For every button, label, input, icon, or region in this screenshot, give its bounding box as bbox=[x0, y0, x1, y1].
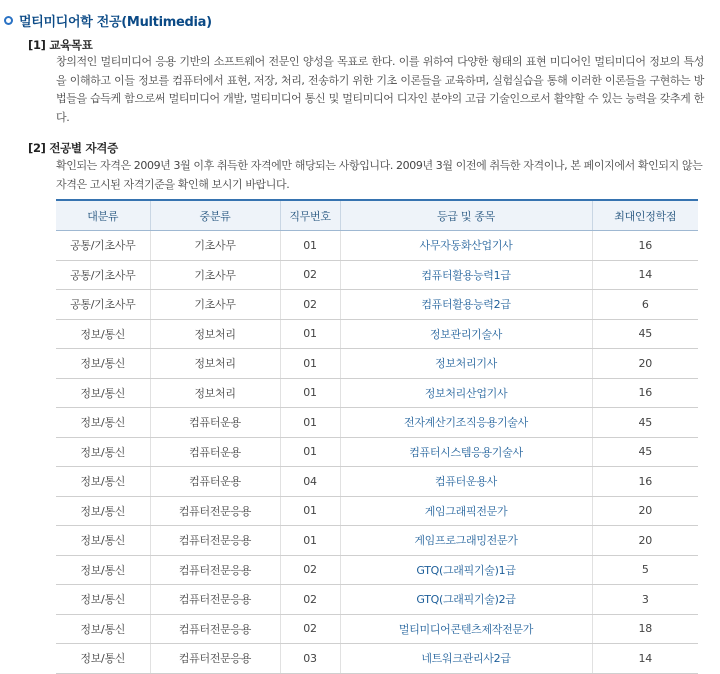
table-row bbox=[56, 408, 698, 438]
cell-job-code: 02 bbox=[280, 260, 340, 290]
cell-max-credits: 5 bbox=[592, 555, 698, 585]
circle-bullet-icon bbox=[4, 16, 13, 25]
cell-max-credits: 45 bbox=[592, 408, 698, 438]
cell-certificate bbox=[340, 319, 592, 349]
certificate-link[interactable]: 정보처리기사 bbox=[435, 357, 497, 371]
cell-job-code: 01 bbox=[280, 437, 340, 467]
cell-major-category: 정보/통신 bbox=[56, 437, 150, 467]
certificate-link[interactable]: 정보처리산업기사 bbox=[424, 386, 508, 400]
cell-certificate bbox=[340, 644, 592, 674]
table-row bbox=[56, 319, 698, 349]
cell-max-credits: 20 bbox=[592, 526, 698, 556]
cell-certificate bbox=[340, 437, 592, 467]
cell-max-credits: 18 bbox=[592, 614, 698, 644]
major-title bbox=[4, 10, 212, 30]
cell-major-category: 공통/기초사무 bbox=[56, 260, 150, 290]
table-row bbox=[56, 231, 698, 261]
cell-certificate bbox=[340, 378, 592, 408]
cell-certificate bbox=[340, 260, 592, 290]
cell-job-code: 02 bbox=[280, 555, 340, 585]
cell-certificate bbox=[340, 290, 592, 320]
table-row bbox=[56, 467, 698, 497]
cell-minor-category: 기초사무 bbox=[150, 290, 280, 320]
cell-minor-category: 컴퓨터전문응용 bbox=[150, 526, 280, 556]
header-job-code: 직무번호 bbox=[280, 200, 340, 231]
header-major-category: 대분류 bbox=[56, 200, 150, 231]
cell-major-category: 정보/통신 bbox=[56, 349, 150, 379]
cell-max-credits: 45 bbox=[592, 437, 698, 467]
cell-job-code: 04 bbox=[280, 467, 340, 497]
cell-max-credits: 20 bbox=[592, 496, 698, 526]
cell-job-code: 01 bbox=[280, 496, 340, 526]
cell-major-category: 정보/통신 bbox=[56, 555, 150, 585]
table-row bbox=[56, 614, 698, 644]
cell-certificate bbox=[340, 555, 592, 585]
cell-major-category: 공통/기초사무 bbox=[56, 231, 150, 261]
cell-major-category: 정보/통신 bbox=[56, 467, 150, 497]
table-row bbox=[56, 585, 698, 615]
header-grade-item: 등급 및 종목 bbox=[340, 200, 592, 231]
cell-job-code: 01 bbox=[280, 408, 340, 438]
cell-major-category: 정보/통신 bbox=[56, 585, 150, 615]
cell-job-code: 01 bbox=[280, 378, 340, 408]
table-row bbox=[56, 526, 698, 556]
cell-job-code: 02 bbox=[280, 614, 340, 644]
goals-text: 창의적인 멀티미디어 응용 기반의 소프트웨어 전문인 양성을 목표로 한다. 이를 위하여 다양한 형태의 표현 미디어인 멀티미디어 정보의 특성을 이해하고 이들 정보를 컴퓨터에서 표현, 저장, 처리, 전송하기 위한 기초 이론들을 교육하며, 실험실습을 통해 이러한 이론들을 구현하는 방법들을 습득케 함으로써 멀티미디어 개발, 멀티미디어 통신 및 멀티미디어 디자인 분야의 고급 기술인으로서 활약할 수 있는 능력을 갖추게 한다. bbox=[56, 55, 704, 124]
cell-max-credits: 16 bbox=[592, 231, 698, 261]
table-row bbox=[56, 555, 698, 585]
cell-minor-category: 기초사무 bbox=[150, 231, 280, 261]
cell-job-code: 01 bbox=[280, 319, 340, 349]
table-row bbox=[56, 644, 698, 674]
cell-max-credits: 14 bbox=[592, 260, 698, 290]
cell-job-code: 01 bbox=[280, 526, 340, 556]
certificate-link[interactable]: 컴퓨터활용능력1급 bbox=[421, 268, 511, 282]
certificate-table-wrapper bbox=[56, 199, 698, 674]
table-row bbox=[56, 260, 698, 290]
major-title-text: 멀티미디어학 전공(Multimedia) bbox=[19, 14, 212, 30]
cell-max-credits: 3 bbox=[592, 585, 698, 615]
cell-job-code: 03 bbox=[280, 644, 340, 674]
certificate-link[interactable]: 컴퓨터시스템응용기술사 bbox=[409, 445, 523, 459]
table-header bbox=[56, 200, 698, 231]
cell-max-credits: 16 bbox=[592, 378, 698, 408]
table-row bbox=[56, 378, 698, 408]
certificate-link[interactable]: 게임프로그래밍전문가 bbox=[414, 534, 518, 548]
cell-major-category: 정보/통신 bbox=[56, 378, 150, 408]
cell-major-category: 공통/기초사무 bbox=[56, 290, 150, 320]
cell-minor-category: 컴퓨터전문응용 bbox=[150, 614, 280, 644]
certificates-notice: 확인되는 자격은 2009년 3월 이후 취득한 자격에만 해당되는 사항입니다. 2009년 3월 이전에 취득한 자격이나, 본 페이지에서 확인되지 않는 자격은 고시된 자격기준을 확인해 보시기 바랍니다. bbox=[56, 159, 703, 191]
table-row bbox=[56, 496, 698, 526]
table-row bbox=[56, 349, 698, 379]
cell-minor-category: 정보처리 bbox=[150, 378, 280, 408]
certificate-link[interactable]: 정보관리기술사 bbox=[429, 327, 503, 341]
cell-minor-category: 컴퓨터전문응용 bbox=[150, 585, 280, 615]
certificate-link[interactable]: GTQ(그래픽기술)1급 bbox=[416, 563, 516, 577]
cell-max-credits: 16 bbox=[592, 467, 698, 497]
certificate-link[interactable]: 사무자동화산업기사 bbox=[419, 239, 513, 253]
cell-major-category: 정보/통신 bbox=[56, 408, 150, 438]
cell-minor-category: 컴퓨터운용 bbox=[150, 408, 280, 438]
cell-minor-category: 컴퓨터전문응용 bbox=[150, 496, 280, 526]
certificate-link[interactable]: 네트워크관리사2급 bbox=[421, 652, 511, 666]
certificate-link[interactable]: 컴퓨터운용사 bbox=[435, 475, 497, 489]
certificate-link[interactable]: 전자계산기조직응용기술사 bbox=[404, 416, 528, 430]
certificate-link[interactable]: GTQ(그래픽기술)2급 bbox=[416, 593, 516, 607]
table-row bbox=[56, 437, 698, 467]
cell-major-category: 정보/통신 bbox=[56, 614, 150, 644]
table-row bbox=[56, 290, 698, 320]
cell-certificate bbox=[340, 614, 592, 644]
cell-major-category: 정보/통신 bbox=[56, 319, 150, 349]
cell-major-category: 정보/통신 bbox=[56, 526, 150, 556]
cell-certificate bbox=[340, 526, 592, 556]
header-max-credits: 최대인정학점 bbox=[592, 200, 698, 231]
cell-job-code: 02 bbox=[280, 290, 340, 320]
cell-max-credits: 20 bbox=[592, 349, 698, 379]
cell-minor-category: 컴퓨터전문응용 bbox=[150, 644, 280, 674]
certificate-link[interactable]: 게임그래픽전문가 bbox=[424, 504, 508, 518]
cell-minor-category: 컴퓨터전문응용 bbox=[150, 555, 280, 585]
section-heading-certificates: [2] 전공별 자격증 bbox=[28, 141, 118, 155]
section-heading-goals: [1] 교육목표 bbox=[28, 38, 93, 52]
cell-certificate bbox=[340, 349, 592, 379]
cell-certificate bbox=[340, 408, 592, 438]
cell-max-credits: 45 bbox=[592, 319, 698, 349]
cell-certificate bbox=[340, 496, 592, 526]
cell-major-category: 정보/통신 bbox=[56, 496, 150, 526]
cell-max-credits: 14 bbox=[592, 644, 698, 674]
certificate-link[interactable]: 멀티미디어콘텐츠제작전문가 bbox=[398, 622, 534, 636]
cell-minor-category: 정보처리 bbox=[150, 319, 280, 349]
cell-minor-category: 컴퓨터운용 bbox=[150, 467, 280, 497]
cell-job-code: 01 bbox=[280, 349, 340, 379]
cell-job-code: 02 bbox=[280, 585, 340, 615]
cell-minor-category: 컴퓨터운용 bbox=[150, 437, 280, 467]
cell-max-credits: 6 bbox=[592, 290, 698, 320]
certificate-link[interactable]: 컴퓨터활용능력2급 bbox=[421, 298, 511, 312]
cell-certificate bbox=[340, 467, 592, 497]
certificate-table bbox=[56, 199, 698, 674]
cell-certificate bbox=[340, 585, 592, 615]
table-body bbox=[56, 231, 698, 674]
cell-certificate bbox=[340, 231, 592, 261]
cell-major-category: 정보/통신 bbox=[56, 644, 150, 674]
cell-minor-category: 기초사무 bbox=[150, 260, 280, 290]
header-minor-category: 중분류 bbox=[150, 200, 280, 231]
cell-job-code: 01 bbox=[280, 231, 340, 261]
cell-minor-category: 정보처리 bbox=[150, 349, 280, 379]
